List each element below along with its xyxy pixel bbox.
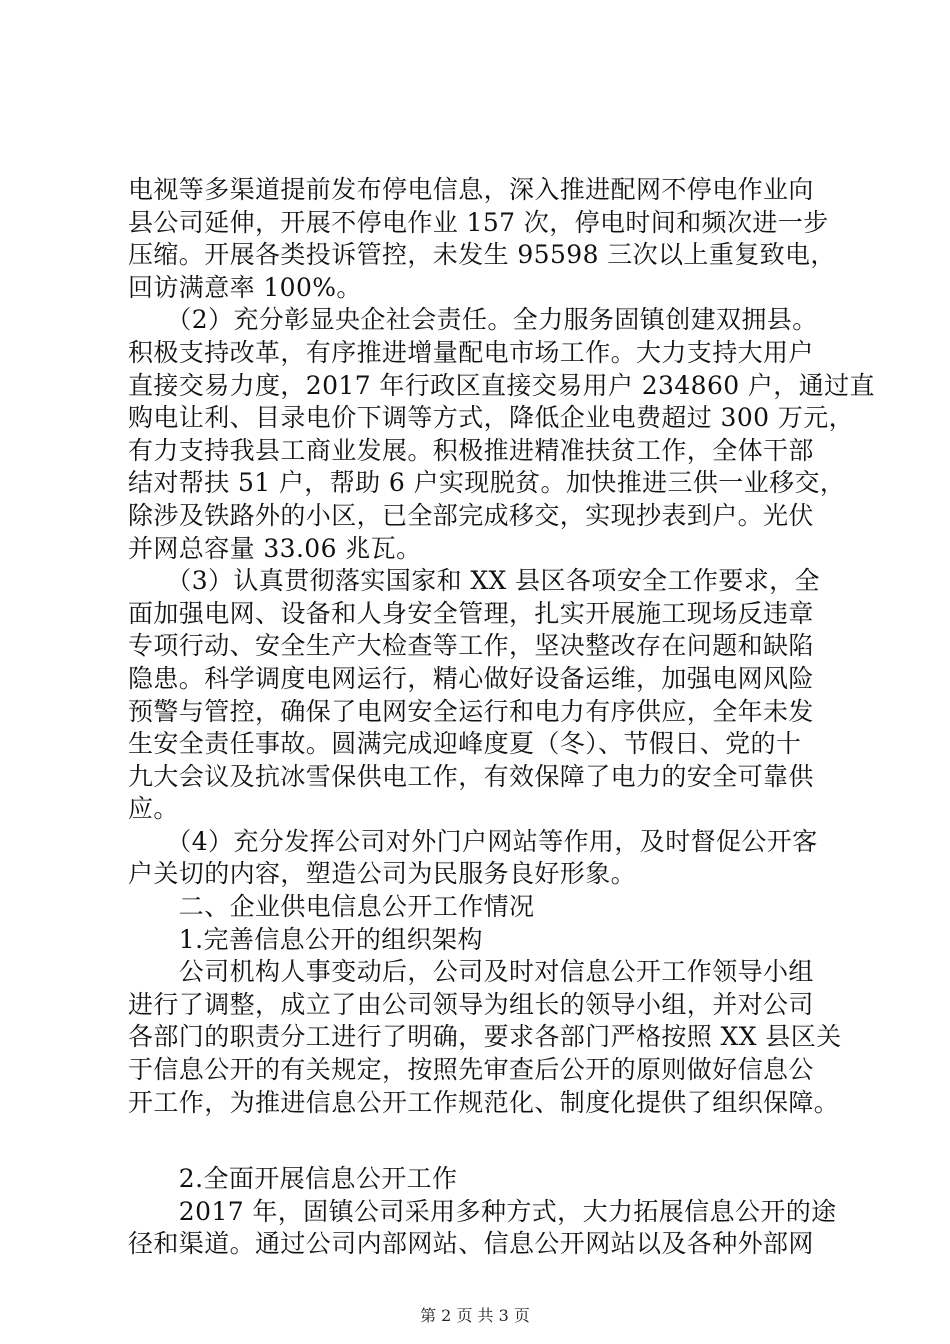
- text-line: 二、企业供电信息公开工作情况: [128, 892, 535, 922]
- text-line: 压缩。开展各类投诉管控，未发生 95598 三次以上重复致电，: [128, 240, 836, 270]
- text-line: 生安全责任事故。圆满完成迎峰度夏（冬）、节假日、党的十: [128, 729, 802, 759]
- text-line: 九大会议及抗冰雪保供电工作，有效保障了电力的安全可靠供: [128, 761, 814, 791]
- text-line: 应。: [128, 794, 179, 824]
- text-line: 直接交易力度，2017 年行政区直接交易用户 234860 户，通过直: [128, 370, 875, 400]
- text-line: 电视等多渠道提前发布停电信息，深入推进配网不停电作业向: [128, 175, 814, 204]
- text-line: 预警与管控，确保了电网安全运行和电力有序供应，全年未发: [128, 696, 814, 726]
- body-text: [128, 174, 875, 1261]
- text-block-main: [128, 174, 875, 1119]
- text-line: 回访满意率 100%。: [128, 272, 362, 302]
- text-line: 专项行动、安全生产大检查等工作，坚决整改存在问题和缺陷: [128, 631, 814, 661]
- text-line: 2017 年，固镇公司采用多种方式，大力拓展信息公开的途: [128, 1196, 837, 1226]
- text-line: 积极支持改革，有序推进增量配电市场工作。大力支持大用户: [128, 337, 814, 367]
- text-line: 公司机构人事变动后，公司及时对信息公开工作领导小组: [128, 957, 814, 987]
- text-line: 2.全面开展信息公开工作: [128, 1164, 458, 1194]
- text-line: 有力支持我县工商业发展。积极推进精准扶贫工作，全体干部: [128, 435, 814, 465]
- text-line: 除涉及铁路外的小区，已全部完成移交，实现抄表到户。光伏: [128, 500, 814, 530]
- text-line: 结对帮扶 51 户，帮助 6 户实现脱贫。加快推进三供一业移交，: [128, 468, 846, 498]
- text-line: 隐患。科学调度电网运行，精心做好设备运维，加强电网风险: [128, 663, 814, 693]
- text-line: 于信息公开的有关规定，按照先审查后公开的原则做好信息公: [128, 1055, 814, 1085]
- text-line: （2）充分彰显央企社会责任。全力服务固镇创建双拥县。: [128, 305, 818, 335]
- text-line: 径和渠道。通过公司内部网站、信息公开网站以及各种外部网: [128, 1229, 814, 1259]
- text-line: 各部门的职责分工进行了明确，要求各部门严格按照 XX 县区关: [128, 1022, 842, 1052]
- text-line: （4）充分发挥公司对外门户网站等作用，及时督促公开客: [128, 826, 818, 856]
- page-footer: 第 2 页 共 3 页: [420, 1306, 530, 1325]
- text-line: 开工作，为推进信息公开工作规范化、制度化提供了组织保障。: [128, 1087, 840, 1117]
- text-line: 户关切的内容，塑造公司为民服务良好形象。: [128, 859, 637, 889]
- text-line: 购电让利、目录电价下调等方式，降低企业电费超过 300 万元，: [128, 403, 855, 433]
- text-line: 并网总容量 33.06 兆瓦。: [128, 533, 422, 563]
- text-line: 县公司延伸，开展不停电作业 157 次，停电时间和频次进一步: [128, 207, 829, 237]
- text-line: （3）认真贯彻落实国家和 XX 县区各项安全工作要求，全: [128, 566, 820, 596]
- text-line: 进行了调整，成立了由公司领导为组长的领导小组，并对公司: [128, 989, 814, 1019]
- text-line: 1.完善信息公开的组织架构: [128, 924, 483, 954]
- text-line: 面加强电网、设备和人身安全管理，扎实开展施工现场反违章: [128, 598, 814, 628]
- paragraph-gap: [128, 1119, 868, 1163]
- text-block-section-2: [128, 1163, 868, 1261]
